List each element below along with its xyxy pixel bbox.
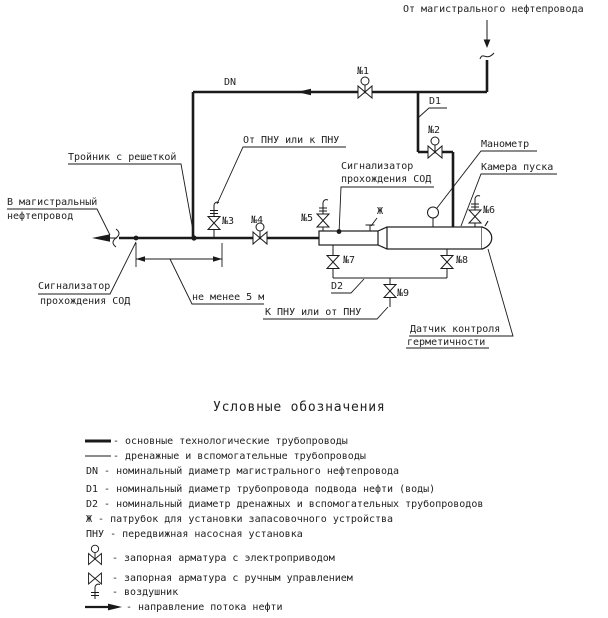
flow-direction-arrow — [297, 89, 311, 95]
valve-4-motorized — [253, 223, 267, 244]
dn-label: DN — [224, 77, 237, 88]
legend-item-main-pipes: - основные технологические трубопроводы — [113, 436, 348, 447]
legend-item-motor-valve: - запорная арматура с электроприводом — [112, 553, 335, 564]
legend-manual-valve-symbol — [89, 573, 102, 584]
legend-item-d1: D1 - номинальный диаметр трубопровода подвода нефти (воды) — [86, 484, 436, 495]
valve-7-manual — [327, 256, 339, 269]
valve-tag-9: №9 — [397, 288, 410, 299]
sod-mid-label-1: Сигнализатор — [341, 161, 414, 172]
loading-nozzle — [366, 218, 378, 231]
end-cap-vent-tick — [485, 221, 488, 226]
to-main-label-2: нефтепровод — [7, 211, 74, 222]
from-pnu-leader — [217, 147, 346, 204]
valve-5-manual — [317, 200, 329, 227]
valve-tag-5: №5 — [301, 213, 314, 224]
valve-tag-2: №2 — [428, 125, 441, 136]
legend-item-d2: D2 - номинальный диаметр дренажных и вспомогательных трубопроводов — [86, 499, 484, 510]
sod-left-label-1: Сигнализатор — [38, 281, 111, 292]
zh-nozzle-label: Ж — [377, 206, 384, 217]
valve-9-manual — [384, 285, 396, 298]
legend-motor-valve-symbol — [89, 545, 102, 564]
launch-chamber-label: Камера пуска — [481, 162, 554, 173]
valve-2-motorized — [428, 137, 442, 158]
legend-item-flow-arrow: - направление потока нефти — [126, 602, 283, 613]
feed-arrow — [484, 20, 491, 48]
sod-mid-label-2: прохождения СОД — [341, 174, 432, 185]
valve-tag-8: №8 — [456, 255, 469, 266]
legend-item-manual-valve: - запорная арматура с ручным управлением — [112, 573, 353, 584]
valve-3-manual — [208, 202, 220, 229]
to-main-label-1: В магистральный — [7, 197, 98, 208]
tee-junction-dot — [191, 235, 196, 240]
d1-leader — [419, 108, 447, 117]
legend-item-air-vent: - воздушник — [112, 587, 179, 598]
sod-left-label-2: прохождения СОД — [40, 296, 131, 307]
d2-label: D2 — [331, 281, 344, 292]
valve-tag-7: №7 — [343, 255, 356, 266]
valve-tag-1: №1 — [357, 66, 370, 77]
launch-chamber — [319, 221, 492, 249]
min-distance-label: не менее 5 м — [192, 292, 265, 303]
tee-label: Тройник с решеткой — [68, 152, 177, 163]
legend-item-zh: Ж - патрубок для установки запасовочного устройства — [86, 514, 394, 525]
sod-sensor-left-dot — [134, 236, 139, 241]
leak-sensor-label-1: Датчик контроля — [410, 324, 501, 335]
d1-label: D1 — [429, 96, 442, 107]
valve-tag-3: №3 — [222, 216, 235, 227]
legend-item-pnu: ПНУ - передвижная насосная установка — [86, 529, 303, 540]
from-pnu-label: От ПНУ или к ПНУ — [243, 135, 340, 146]
valve-tag-4: №4 — [251, 215, 264, 226]
legend-flow-arrow-symbol — [85, 604, 122, 611]
legend-item-drain-pipes: - дренажные и вспомогательные трубопроводы — [113, 451, 366, 462]
feed-label: От магистрального нефтепровода — [403, 4, 584, 15]
valve-1-motorized — [358, 77, 372, 98]
valve-8-manual — [441, 256, 453, 269]
manometer-label: Манометр — [481, 139, 530, 150]
legend-item-dn: DN - номинальный диаметр магистрального нефтепровода — [86, 466, 400, 477]
legend-title: Условные обозначения — [213, 400, 386, 415]
legend-air-vent-symbol — [91, 584, 100, 599]
pipe-break-top — [480, 53, 494, 59]
valve-tag-6: №6 — [483, 205, 496, 216]
leak-sensor-label-2: герметичности — [407, 337, 486, 348]
manometer-symbol — [428, 207, 439, 227]
to-pnu-label: К ПНУ или от ПНУ — [265, 307, 362, 318]
